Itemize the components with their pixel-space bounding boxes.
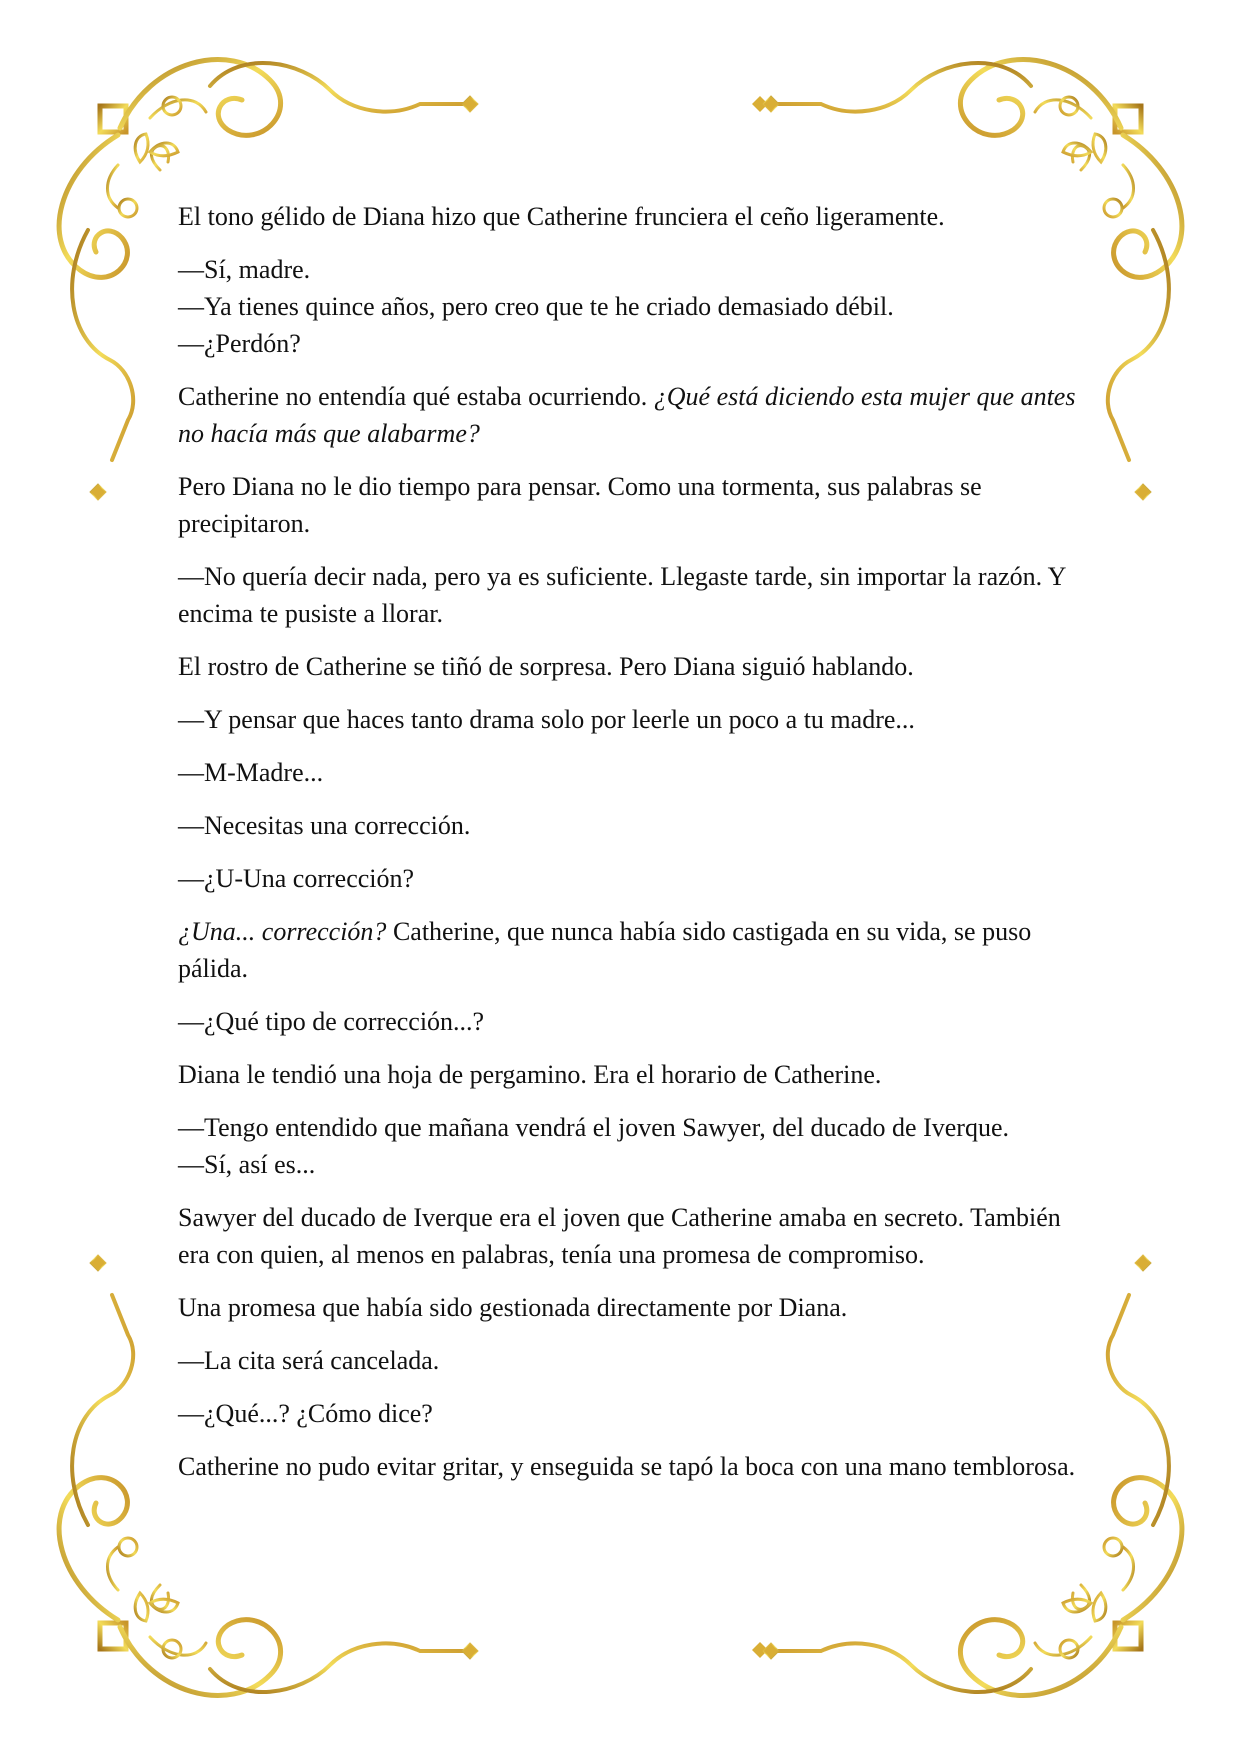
- text-segment: Catherine no entendía qué estaba ocurriendo.: [178, 382, 654, 411]
- text-line: [178, 1056, 1078, 1093]
- text-line: [178, 754, 1078, 791]
- text-segment: —¿U-Una corrección?: [178, 864, 415, 893]
- text-line: [178, 1289, 1078, 1326]
- paragraph: [178, 860, 1078, 897]
- text-segment: Diana le tendió una hoja de pergamino. Era el horario de Catherine.: [178, 1060, 882, 1089]
- story-text: [178, 198, 1078, 1501]
- text-line: [178, 1109, 1078, 1146]
- text-line: [178, 913, 1078, 987]
- paragraph: [178, 1056, 1078, 1093]
- text-line: [178, 701, 1078, 738]
- paragraph: [178, 807, 1078, 844]
- text-line: [178, 1199, 1078, 1273]
- text-line: [178, 860, 1078, 897]
- paragraph: [178, 754, 1078, 791]
- paragraph: [178, 198, 1078, 235]
- text-line: [178, 288, 1078, 325]
- text-segment: —Ya tienes quince años, pero creo que te he criado demasiado débil.: [178, 292, 894, 321]
- text-segment: —Tengo entendido que mañana vendrá el joven Sawyer, del ducado de Iverque.: [178, 1113, 1009, 1142]
- text-line: [178, 1448, 1078, 1485]
- paragraph: [178, 1448, 1078, 1485]
- italic-thought: ¿Qué está diciendo esta mujer que antes no hacía más que alabarme?: [178, 382, 1076, 448]
- paragraph: [178, 378, 1078, 452]
- text-segment: Catherine, que nunca había sido castigada en su vida, se puso pálida.: [178, 917, 1032, 983]
- text-line: [178, 807, 1078, 844]
- text-segment: —Y pensar que haces tanto drama solo por leerle un poco a tu madre...: [178, 705, 915, 734]
- paragraph: [178, 913, 1078, 987]
- text-segment: Catherine no pudo evitar gritar, y enseguida se tapó la boca con una mano temblorosa.: [178, 1452, 1076, 1481]
- text-segment: —Sí, madre.: [178, 255, 311, 284]
- text-segment: Una promesa que había sido gestionada directamente por Diana.: [178, 1293, 848, 1322]
- text-line: [178, 1146, 1078, 1183]
- text-segment: —¿Perdón?: [178, 329, 301, 358]
- paragraph: [178, 648, 1078, 685]
- paragraph: [178, 1289, 1078, 1326]
- text-segment: —¿Qué...? ¿Cómo dice?: [178, 1399, 433, 1428]
- text-line: [178, 325, 1078, 362]
- paragraph: [178, 251, 1078, 362]
- paragraph: [178, 701, 1078, 738]
- text-line: [178, 648, 1078, 685]
- paragraph: [178, 1342, 1078, 1379]
- text-line: [178, 378, 1078, 452]
- text-line: [178, 468, 1078, 542]
- text-line: [178, 1003, 1078, 1040]
- text-segment: Sawyer del ducado de Iverque era el joven que Catherine amaba en secreto. También era con quien, al menos en palabras, tenía una promesa de compromiso.: [178, 1203, 1061, 1269]
- italic-thought: ¿Una... corrección?: [178, 917, 387, 946]
- text-segment: —No quería decir nada, pero ya es suficiente. Llegaste tarde, sin importar la razón. Y encima te pusiste a llorar.: [178, 562, 1066, 628]
- text-line: [178, 251, 1078, 288]
- paragraph: [178, 468, 1078, 542]
- paragraph: [178, 1199, 1078, 1273]
- text-segment: —La cita será cancelada.: [178, 1346, 440, 1375]
- paragraph: [178, 1109, 1078, 1183]
- text-segment: El rostro de Catherine se tiñó de sorpresa. Pero Diana siguió hablando.: [178, 652, 914, 681]
- paragraph: [178, 1003, 1078, 1040]
- text-segment: —Necesitas una corrección.: [178, 811, 471, 840]
- text-line: [178, 198, 1078, 235]
- text-segment: El tono gélido de Diana hizo que Catherine frunciera el ceño ligeramente.: [178, 202, 945, 231]
- text-segment: —M-Madre...: [178, 758, 324, 787]
- text-line: [178, 1395, 1078, 1432]
- text-segment: —Sí, así es...: [178, 1150, 316, 1179]
- text-line: [178, 558, 1078, 632]
- text-segment: —¿Qué tipo de corrección...?: [178, 1007, 485, 1036]
- paragraph: [178, 1395, 1078, 1432]
- paragraph: [178, 558, 1078, 632]
- text-segment: Pero Diana no le dio tiempo para pensar. Como una tormenta, sus palabras se precipitaron.: [178, 472, 982, 538]
- text-line: [178, 1342, 1078, 1379]
